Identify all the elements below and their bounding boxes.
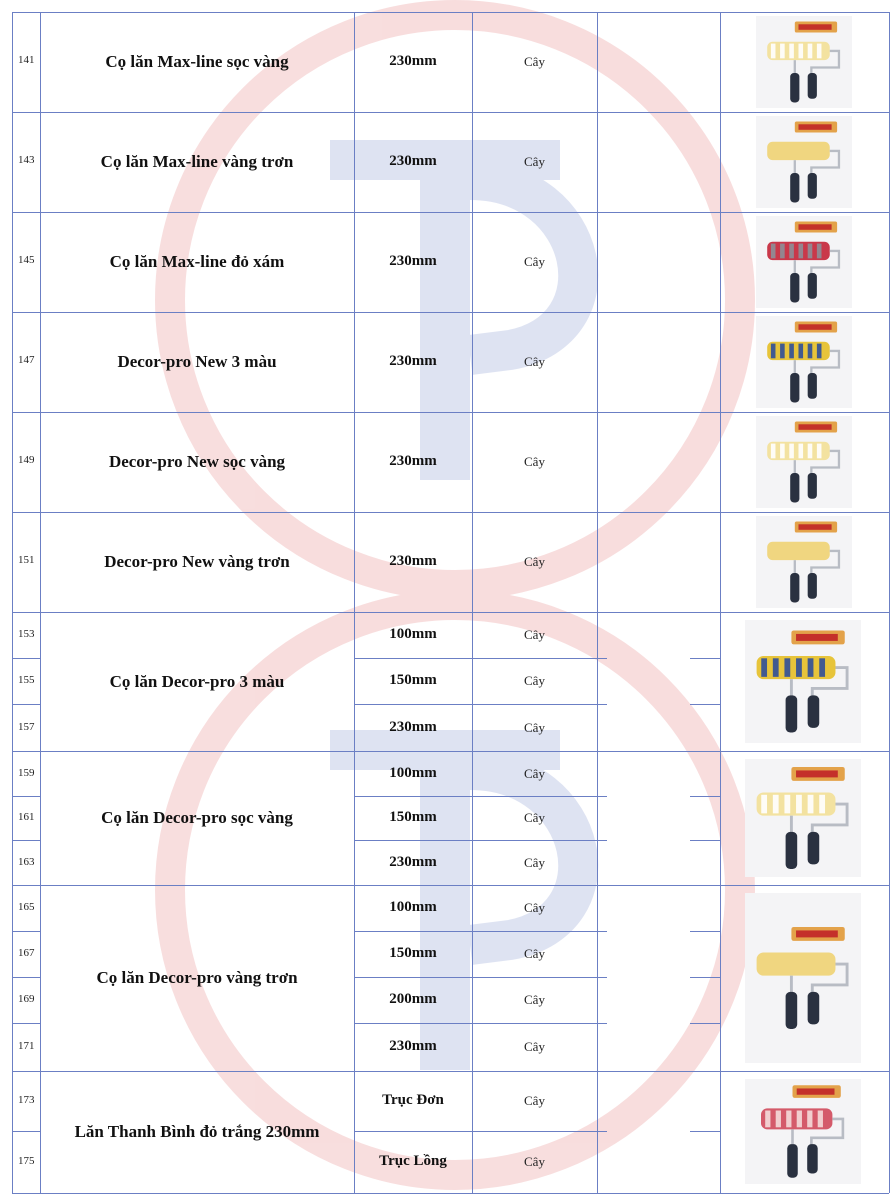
product-unit: Cây bbox=[524, 719, 545, 735]
product-group-name: Cọ lăn Decor-pro 3 màu bbox=[109, 671, 285, 691]
product-unit: Cây bbox=[524, 673, 545, 688]
table-rule bbox=[12, 931, 40, 932]
row-number: 165 bbox=[18, 901, 35, 913]
table-rule bbox=[12, 12, 13, 1193]
product-unit: Cây bbox=[524, 1093, 545, 1108]
table-rule bbox=[690, 977, 720, 978]
roller-red-gray-icon bbox=[756, 216, 852, 308]
row-number: 159 bbox=[18, 766, 35, 779]
product-unit: Cây bbox=[524, 354, 545, 369]
table-rule bbox=[472, 12, 473, 1193]
roller-yellow-striped-icon bbox=[745, 759, 861, 877]
table-rule bbox=[690, 704, 720, 705]
row-number: 163 bbox=[18, 855, 35, 868]
product-name: Cọ lăn Max-line đỏ xám bbox=[109, 252, 285, 271]
table-rule bbox=[720, 12, 721, 1193]
product-name: Decor-pro New 3 màu bbox=[117, 352, 277, 371]
product-size: 100mm bbox=[389, 899, 437, 915]
product-size: 150mm bbox=[389, 945, 437, 961]
row-number: 143 bbox=[18, 154, 35, 166]
product-group-name: Cọ lăn Decor-pro sọc vàng bbox=[101, 808, 293, 827]
table-rule bbox=[40, 12, 41, 1193]
table-rule bbox=[354, 931, 607, 932]
product-unit: Cây bbox=[524, 810, 545, 825]
row-number: 153 bbox=[18, 628, 35, 640]
product-size: 100mm bbox=[389, 764, 437, 781]
table-rule bbox=[354, 12, 355, 1193]
table-rule bbox=[690, 931, 720, 932]
roller-red-white-icon bbox=[745, 1079, 861, 1184]
product-unit: Cây bbox=[524, 254, 545, 269]
table-rule bbox=[597, 12, 889, 13]
product-unit: Cây bbox=[524, 992, 545, 1007]
product-size: 230mm bbox=[389, 453, 437, 469]
roller-three-color-icon bbox=[745, 620, 861, 743]
product-size: Trục Lồng bbox=[379, 1152, 447, 1169]
product-size: 230mm bbox=[389, 853, 437, 870]
table-rule bbox=[690, 1023, 720, 1024]
roller-plain-yellow-icon bbox=[745, 893, 861, 1063]
table-rule bbox=[354, 796, 607, 797]
table-rule bbox=[12, 658, 40, 659]
product-unit: Cây bbox=[524, 627, 545, 642]
row-number: 157 bbox=[18, 720, 35, 733]
row-number: 171 bbox=[18, 1040, 35, 1052]
table-rule bbox=[12, 1131, 40, 1132]
product-size: Trục Đơn bbox=[382, 1092, 444, 1108]
table-rule bbox=[690, 840, 720, 841]
table-rule bbox=[12, 840, 40, 841]
product-unit: Cây bbox=[524, 1039, 545, 1054]
row-number: 161 bbox=[18, 811, 35, 823]
table-rule bbox=[12, 1193, 889, 1194]
table-rule bbox=[354, 1131, 607, 1132]
product-size: 230mm bbox=[389, 553, 437, 569]
product-unit: Cây bbox=[524, 554, 545, 569]
table-rule bbox=[690, 796, 720, 797]
table-rule bbox=[354, 704, 607, 705]
product-unit: Cây bbox=[524, 454, 545, 469]
row-number: 149 bbox=[18, 454, 35, 466]
product-size: 150mm bbox=[389, 809, 437, 825]
table-rule bbox=[597, 412, 889, 413]
table-rule bbox=[597, 12, 598, 1193]
product-size: 230mm bbox=[389, 1038, 437, 1054]
table-rule bbox=[690, 1131, 720, 1132]
table-rule bbox=[12, 977, 40, 978]
table-rule bbox=[597, 512, 889, 513]
product-unit: Cây bbox=[524, 854, 545, 870]
product-group-name: Lăn Thanh Bình đỏ trắng 230mm bbox=[74, 1121, 320, 1141]
product-unit: Cây bbox=[524, 1153, 545, 1169]
roller-yellow-striped-icon bbox=[756, 16, 852, 108]
product-name: Decor-pro New vàng trơn bbox=[104, 552, 290, 571]
product-group-name: Cọ lăn Decor-pro vàng trơn bbox=[96, 968, 298, 987]
table-rule bbox=[597, 212, 889, 213]
product-size: 230mm bbox=[389, 53, 437, 69]
row-number: 175 bbox=[18, 1154, 35, 1167]
table-rule bbox=[889, 12, 890, 1193]
product-size: 230mm bbox=[389, 153, 437, 169]
product-unit: Cây bbox=[524, 154, 545, 169]
table-rule bbox=[690, 658, 720, 659]
product-size: 230mm bbox=[389, 253, 437, 269]
row-number: 141 bbox=[18, 54, 35, 66]
product-unit: Cây bbox=[524, 765, 545, 781]
table-rule bbox=[12, 704, 40, 705]
row-number: 145 bbox=[18, 254, 35, 266]
product-size: 230mm bbox=[389, 353, 437, 369]
product-size: 200mm bbox=[389, 991, 437, 1007]
product-size: 150mm bbox=[389, 672, 437, 688]
table-rule bbox=[354, 840, 607, 841]
table-rule bbox=[354, 1023, 607, 1024]
product-size: 230mm bbox=[389, 718, 437, 735]
table-rule bbox=[597, 112, 889, 113]
row-number: 169 bbox=[18, 993, 35, 1005]
row-number: 167 bbox=[18, 947, 35, 959]
row-number: 173 bbox=[18, 1094, 35, 1106]
table-rule bbox=[12, 796, 40, 797]
roller-three-color-icon bbox=[756, 316, 852, 408]
product-size: 100mm bbox=[389, 626, 437, 642]
product-unit: Cây bbox=[524, 900, 545, 915]
table-rule bbox=[597, 312, 889, 313]
roller-yellow-striped-icon bbox=[756, 416, 852, 508]
product-name: Decor-pro New sọc vàng bbox=[108, 452, 286, 471]
table-rule bbox=[12, 1023, 40, 1024]
product-unit: Cây bbox=[524, 946, 545, 961]
product-unit: Cây bbox=[524, 54, 545, 69]
row-number: 151 bbox=[18, 554, 35, 566]
row-number: 147 bbox=[18, 354, 35, 366]
table-rule bbox=[354, 977, 607, 978]
roller-plain-yellow-icon bbox=[756, 116, 852, 208]
row-number: 155 bbox=[18, 674, 35, 686]
table-rule bbox=[354, 658, 607, 659]
product-name: Cọ lăn Max-line sọc vàng bbox=[105, 52, 289, 71]
roller-plain-yellow-icon bbox=[756, 516, 852, 608]
product-name: Cọ lăn Max-line vàng trơn bbox=[100, 152, 294, 171]
